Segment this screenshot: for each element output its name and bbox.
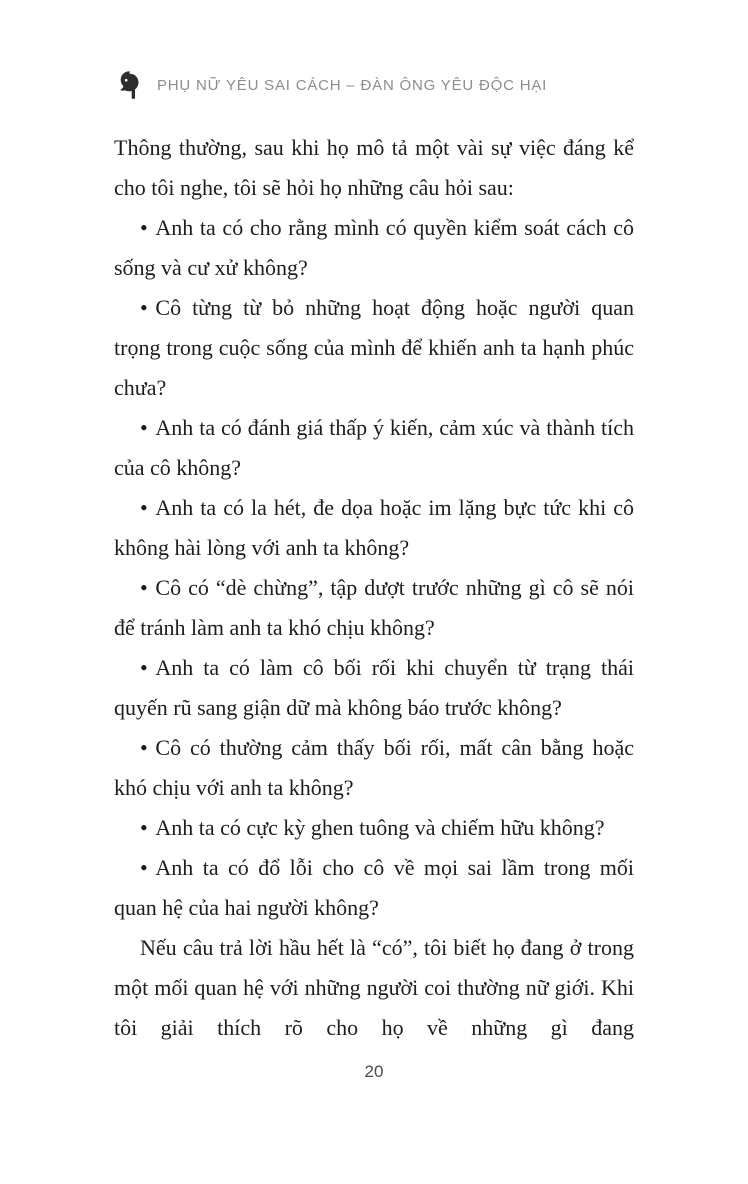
bullet-marker: • [140,495,148,520]
bullet-question [114,408,634,488]
question-text: Anh ta có làm cô bối rối khi chuyển từ trạng thái quyến rũ sang giận dữ mà không báo trước không? [114,655,634,720]
question-text: Anh ta có đổ lỗi cho cô về mọi sai lầm trong mối quan hệ của hai người không? [114,855,634,920]
bullet-question [114,568,634,648]
page-body [114,128,634,1048]
bullet-question [114,808,634,848]
closing-paragraph: Nếu câu trả lời hầu hết là “có”, tôi biết họ đang ở trong một mối quan hệ với những người coi thường nữ giới. Khi tôi giải thích rõ cho họ về những gì đang [114,935,634,1040]
bullet-marker: • [140,215,148,240]
bullet-question [114,648,634,728]
page-number: 20 [364,1062,384,1081]
page-footer [114,1062,634,1082]
intro-paragraph: Thông thường, sau khi họ mô tả một vài sự việc đáng kể cho tôi nghe, tôi sẽ hỏi họ những câu hỏi sau: [114,135,634,200]
bullet-marker: • [140,735,148,760]
running-header [114,70,634,100]
question-text: Cô có “dè chừng”, tập dượt trước những gì cô sẽ nói để tránh làm anh ta khó chịu không? [114,575,634,640]
woman-silhouette-icon [114,70,144,100]
bullet-marker: • [140,295,148,320]
bullet-question [114,208,634,288]
question-text: Anh ta có cực kỳ ghen tuông và chiếm hữu không? [155,815,605,840]
question-text: Cô có thường cảm thấy bối rối, mất cân bằng hoặc khó chịu với anh ta không? [114,735,634,800]
question-text: Anh ta có la hét, đe dọa hoặc im lặng bực tức khi cô không hài lòng với anh ta không? [114,495,634,560]
bullet-marker: • [140,415,148,440]
question-text: Cô từng từ bỏ những hoạt động hoặc người quan trọng trong cuộc sống của mình để khiến anh ta hạnh phúc chưa? [114,295,634,400]
question-text: Anh ta có cho rằng mình có quyền kiểm soát cách cô sống và cư xử không? [114,215,634,280]
bullet-marker: • [140,855,148,880]
bullet-question [114,288,634,408]
question-text: Anh ta có đánh giá thấp ý kiến, cảm xúc và thành tích của cô không? [114,415,634,480]
book-title: PHỤ NỮ YÊU SAI CÁCH – ĐÀN ÔNG YÊU ĐỘC HẠI [157,76,548,94]
bullet-question [114,488,634,568]
bullet-question [114,728,634,808]
bullet-question [114,848,634,928]
bullet-marker: • [140,815,148,840]
bullet-marker: • [140,655,148,680]
bullet-marker: • [140,575,148,600]
